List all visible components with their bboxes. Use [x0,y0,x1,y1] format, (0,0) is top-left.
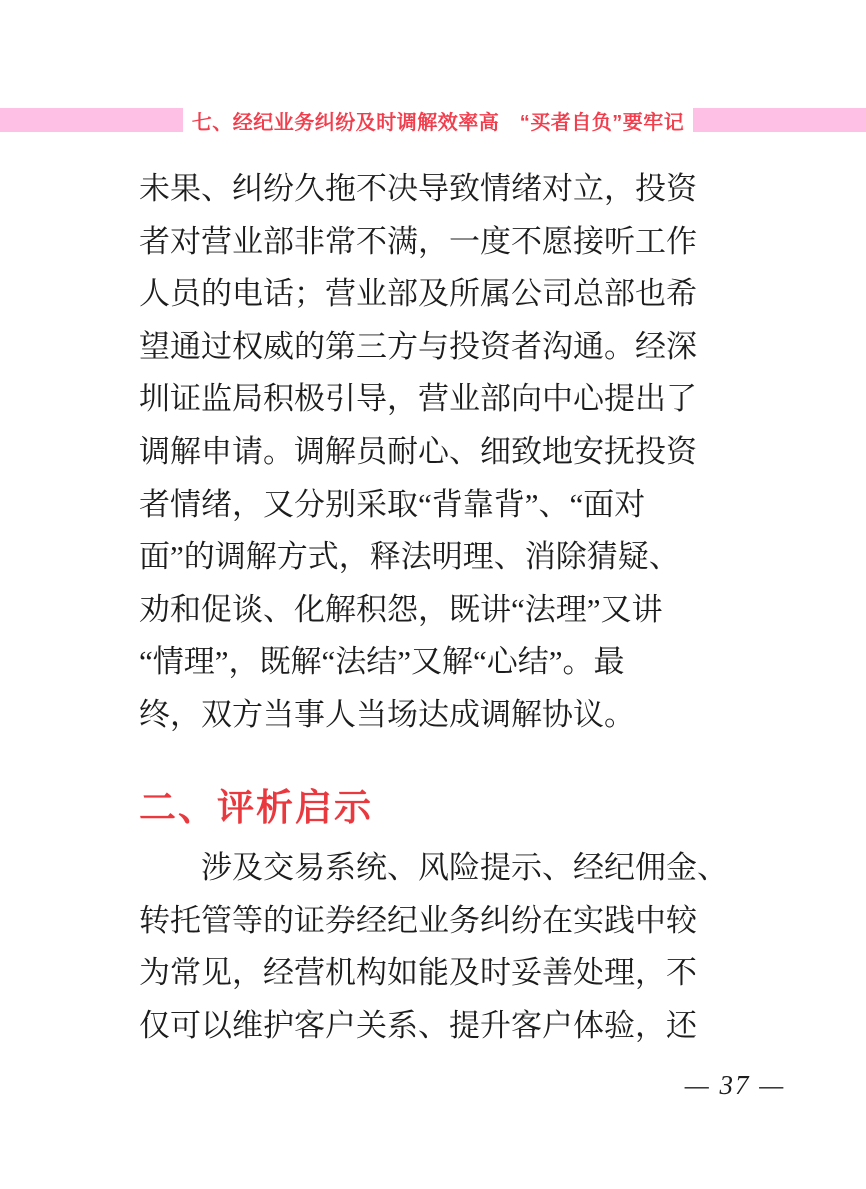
text-line: 劝和促谈、化解积怨，既讲“法理”又讲 [139,591,663,627]
text-line: 调解申请。调解员耐心、细致地安抚投资 [139,433,697,469]
text-line: 者对营业部非常不满，一度不愿接听工作 [139,223,697,259]
text-line: 涉及交易系统、风险提示、经纪佣金、 [139,850,728,885]
text-line: 望通过权威的第三方与投资者沟通。经深 [139,328,697,364]
text-line: 转托管等的证券经纪业务纠纷在实践中较 [139,902,697,938]
paragraph-mediation-case [139,163,739,742]
text-line: 为常见，经营机构如能及时妥善处理，不 [139,955,697,991]
running-header [0,108,866,132]
text-line: 圳证监局积极引导，营业部向中心提出了 [139,381,697,417]
header-band-left [0,108,183,132]
paragraph-analysis-intro [139,842,739,1052]
text-line: 终，双方当事人当场达成调解协议。 [139,696,635,732]
text-line: 未果、纠纷久拖不决导致情绪对立，投资 [139,171,697,206]
text-line: 者情绪，又分别采取“背靠背”、“面对 [139,486,646,522]
running-header-title: 七、经纪业务纠纷及时调解效率高 “买者自负”要牢记 [191,111,685,134]
text-line: 仅可以维护客户关系、提升客户体验，还 [139,1007,697,1043]
text-line: 面”的调解方式，释法明理、消除猜疑、 [139,539,680,575]
section-heading: 二、评析启示 [139,787,373,828]
page-number: — 37 — [684,1070,786,1100]
header-band-right [693,108,866,132]
text-line: 人员的电话；营业部及所属公司总部也希 [139,276,697,312]
text-line: “情理”，既解“法结”又解“心结”。最 [139,644,625,680]
